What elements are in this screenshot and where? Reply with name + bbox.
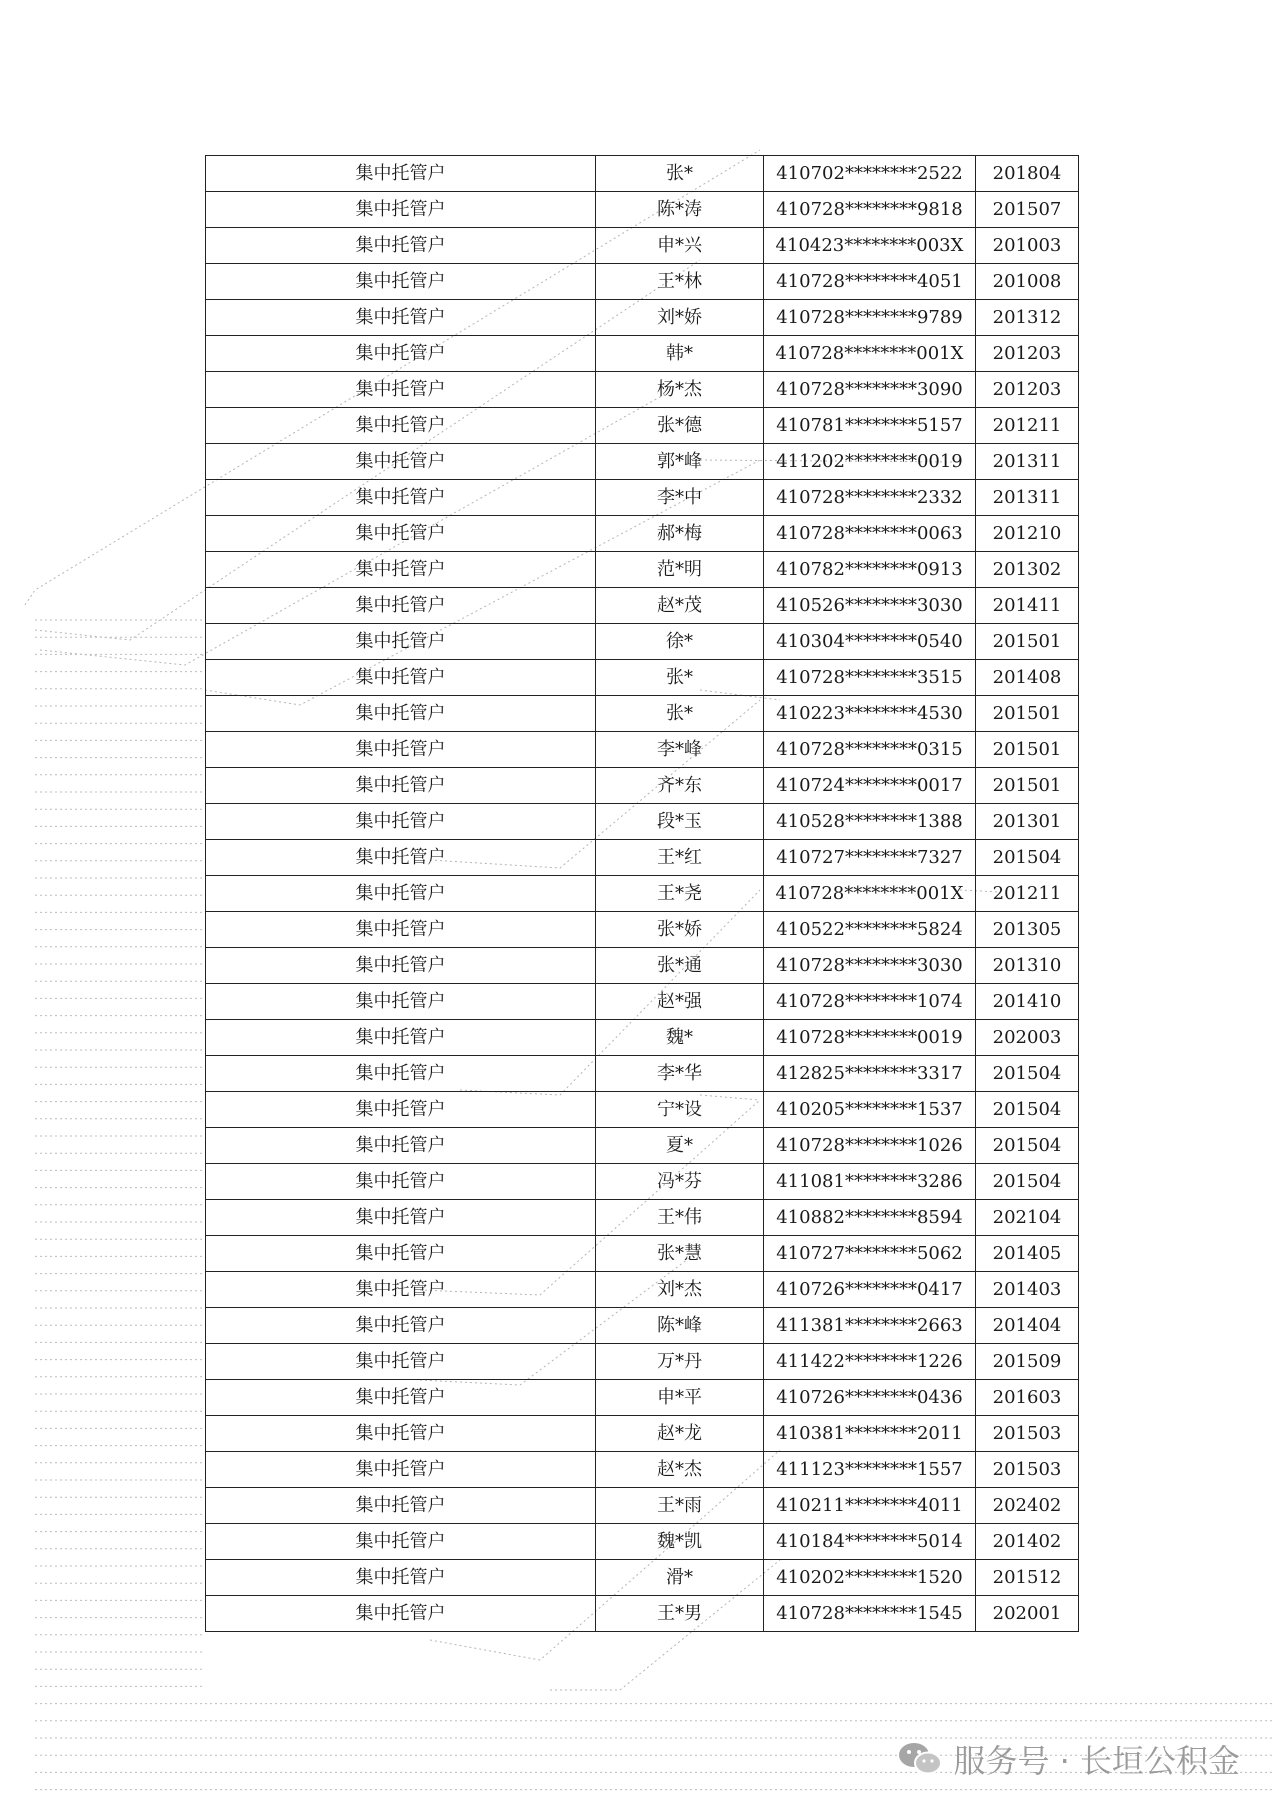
month-cell: 201003 [976, 228, 1079, 264]
table-row [206, 1596, 1079, 1632]
category-cell: 集中托管户 [206, 372, 596, 408]
table-row [206, 696, 1079, 732]
table-row [206, 1560, 1079, 1596]
id-number-cell: 410728********0019 [764, 1020, 976, 1056]
month-cell: 201405 [976, 1236, 1079, 1272]
category-cell: 集中托管户 [206, 552, 596, 588]
name-cell: 刘*杰 [596, 1272, 764, 1308]
name-cell: 张* [596, 156, 764, 192]
id-number-cell: 410526********3030 [764, 588, 976, 624]
name-cell: 王*林 [596, 264, 764, 300]
id-number-cell: 410726********0436 [764, 1380, 976, 1416]
month-cell: 201408 [976, 660, 1079, 696]
category-cell: 集中托管户 [206, 912, 596, 948]
month-cell: 201504 [976, 1092, 1079, 1128]
name-cell: 张*娇 [596, 912, 764, 948]
name-cell: 段*玉 [596, 804, 764, 840]
category-cell: 集中托管户 [206, 1092, 596, 1128]
month-cell: 201008 [976, 264, 1079, 300]
table-row [206, 840, 1079, 876]
name-cell: 齐*东 [596, 768, 764, 804]
id-number-cell: 410381********2011 [764, 1416, 976, 1452]
month-cell: 201504 [976, 1128, 1079, 1164]
id-number-cell: 410781********5157 [764, 408, 976, 444]
watermark-text: 服务号 · 长垣公积金 [953, 1742, 1240, 1780]
category-cell: 集中托管户 [206, 876, 596, 912]
id-number-cell: 410728********0063 [764, 516, 976, 552]
id-number-cell: 410728********2332 [764, 480, 976, 516]
category-cell: 集中托管户 [206, 336, 596, 372]
roster-body [206, 156, 1079, 1632]
id-number-cell: 410724********0017 [764, 768, 976, 804]
id-number-cell: 410727********5062 [764, 1236, 976, 1272]
id-number-cell: 410726********0417 [764, 1272, 976, 1308]
id-number-cell: 410223********4530 [764, 696, 976, 732]
month-cell: 201603 [976, 1380, 1079, 1416]
table-row [206, 1200, 1079, 1236]
name-cell: 申*平 [596, 1380, 764, 1416]
id-number-cell: 412825********3317 [764, 1056, 976, 1092]
name-cell: 赵*强 [596, 984, 764, 1020]
table-row [206, 1524, 1079, 1560]
table-row [206, 264, 1079, 300]
category-cell: 集中托管户 [206, 1308, 596, 1344]
category-cell: 集中托管户 [206, 408, 596, 444]
id-number-cell: 410528********1388 [764, 804, 976, 840]
name-cell: 杨*杰 [596, 372, 764, 408]
id-number-cell: 411202********0019 [764, 444, 976, 480]
table-row [206, 660, 1079, 696]
id-number-cell: 410728********3030 [764, 948, 976, 984]
category-cell: 集中托管户 [206, 840, 596, 876]
table-row [206, 336, 1079, 372]
category-cell: 集中托管户 [206, 984, 596, 1020]
name-cell: 王*男 [596, 1596, 764, 1632]
name-cell: 徐* [596, 624, 764, 660]
id-number-cell: 410728********001X [764, 876, 976, 912]
month-cell: 201203 [976, 372, 1079, 408]
name-cell: 滑* [596, 1560, 764, 1596]
name-cell: 陈*峰 [596, 1308, 764, 1344]
table-row [206, 1128, 1079, 1164]
month-cell: 202003 [976, 1020, 1079, 1056]
month-cell: 201211 [976, 408, 1079, 444]
table-row [206, 1380, 1079, 1416]
table-row [206, 1236, 1079, 1272]
table-row [206, 1308, 1079, 1344]
id-number-cell: 410728********1074 [764, 984, 976, 1020]
month-cell: 201503 [976, 1452, 1079, 1488]
month-cell: 201302 [976, 552, 1079, 588]
category-cell: 集中托管户 [206, 768, 596, 804]
category-cell: 集中托管户 [206, 480, 596, 516]
table-row [206, 588, 1079, 624]
category-cell: 集中托管户 [206, 192, 596, 228]
name-cell: 李*华 [596, 1056, 764, 1092]
table-row [206, 768, 1079, 804]
category-cell: 集中托管户 [206, 300, 596, 336]
name-cell: 王*伟 [596, 1200, 764, 1236]
category-cell: 集中托管户 [206, 228, 596, 264]
id-number-cell: 410205********1537 [764, 1092, 976, 1128]
name-cell: 李*峰 [596, 732, 764, 768]
name-cell: 魏*凯 [596, 1524, 764, 1560]
name-cell: 韩* [596, 336, 764, 372]
name-cell: 陈*涛 [596, 192, 764, 228]
table-row [206, 1056, 1079, 1092]
category-cell: 集中托管户 [206, 1272, 596, 1308]
id-number-cell: 410728********1545 [764, 1596, 976, 1632]
name-cell: 张* [596, 660, 764, 696]
table-row [206, 1344, 1079, 1380]
category-cell: 集中托管户 [206, 1344, 596, 1380]
month-cell: 201509 [976, 1344, 1079, 1380]
table-row [206, 1272, 1079, 1308]
month-cell: 201404 [976, 1308, 1079, 1344]
name-cell: 夏* [596, 1128, 764, 1164]
month-cell: 201410 [976, 984, 1079, 1020]
name-cell: 刘*娇 [596, 300, 764, 336]
id-number-cell: 410211********4011 [764, 1488, 976, 1524]
category-cell: 集中托管户 [206, 732, 596, 768]
month-cell: 201501 [976, 696, 1079, 732]
month-cell: 201504 [976, 840, 1079, 876]
id-number-cell: 410782********0913 [764, 552, 976, 588]
name-cell: 范*明 [596, 552, 764, 588]
table-row [206, 804, 1079, 840]
table-row [206, 372, 1079, 408]
id-number-cell: 410728********0315 [764, 732, 976, 768]
name-cell: 赵*龙 [596, 1416, 764, 1452]
month-cell: 201804 [976, 156, 1079, 192]
name-cell: 冯*芬 [596, 1164, 764, 1200]
id-number-cell: 410727********7327 [764, 840, 976, 876]
id-number-cell: 410522********5824 [764, 912, 976, 948]
id-number-cell: 411123********1557 [764, 1452, 976, 1488]
wechat-icon [897, 1740, 943, 1778]
table-row [206, 624, 1079, 660]
table-row [206, 876, 1079, 912]
month-cell: 201504 [976, 1164, 1079, 1200]
table-row [206, 912, 1079, 948]
month-cell: 201503 [976, 1416, 1079, 1452]
category-cell: 集中托管户 [206, 948, 596, 984]
category-cell: 集中托管户 [206, 1020, 596, 1056]
id-number-cell: 410304********0540 [764, 624, 976, 660]
month-cell: 201411 [976, 588, 1079, 624]
month-cell: 201310 [976, 948, 1079, 984]
category-cell: 集中托管户 [206, 660, 596, 696]
month-cell: 201512 [976, 1560, 1079, 1596]
name-cell: 张*德 [596, 408, 764, 444]
table-row [206, 480, 1079, 516]
category-cell: 集中托管户 [206, 1236, 596, 1272]
category-cell: 集中托管户 [206, 1380, 596, 1416]
month-cell: 201507 [976, 192, 1079, 228]
category-cell: 集中托管户 [206, 516, 596, 552]
table-row [206, 300, 1079, 336]
table-row [206, 552, 1079, 588]
table-row [206, 1488, 1079, 1524]
month-cell: 201210 [976, 516, 1079, 552]
name-cell: 张*通 [596, 948, 764, 984]
table-row [206, 948, 1079, 984]
name-cell: 郭*峰 [596, 444, 764, 480]
table-row [206, 228, 1079, 264]
table-row [206, 408, 1079, 444]
month-cell: 201305 [976, 912, 1079, 948]
name-cell: 王*雨 [596, 1488, 764, 1524]
category-cell: 集中托管户 [206, 1056, 596, 1092]
month-cell: 201203 [976, 336, 1079, 372]
table-row [206, 1092, 1079, 1128]
id-number-cell: 410184********5014 [764, 1524, 976, 1560]
month-cell: 201311 [976, 480, 1079, 516]
id-number-cell: 410882********8594 [764, 1200, 976, 1236]
month-cell: 201501 [976, 624, 1079, 660]
name-cell: 魏* [596, 1020, 764, 1056]
id-number-cell: 410728********1026 [764, 1128, 976, 1164]
table-row [206, 732, 1079, 768]
id-number-cell: 411381********2663 [764, 1308, 976, 1344]
category-cell: 集中托管户 [206, 1416, 596, 1452]
month-cell: 201311 [976, 444, 1079, 480]
name-cell: 王*红 [596, 840, 764, 876]
id-number-cell: 410423********003X [764, 228, 976, 264]
id-number-cell: 410202********1520 [764, 1560, 976, 1596]
table-row [206, 984, 1079, 1020]
id-number-cell: 411081********3286 [764, 1164, 976, 1200]
watermark [897, 1736, 1240, 1782]
name-cell: 李*中 [596, 480, 764, 516]
category-cell: 集中托管户 [206, 1524, 596, 1560]
month-cell: 201501 [976, 768, 1079, 804]
month-cell: 201402 [976, 1524, 1079, 1560]
table-row [206, 516, 1079, 552]
name-cell: 张*慧 [596, 1236, 764, 1272]
category-cell: 集中托管户 [206, 1452, 596, 1488]
name-cell: 宁*设 [596, 1092, 764, 1128]
id-number-cell: 410728********3090 [764, 372, 976, 408]
category-cell: 集中托管户 [206, 624, 596, 660]
name-cell: 王*尧 [596, 876, 764, 912]
name-cell: 张* [596, 696, 764, 732]
id-number-cell: 410728********9789 [764, 300, 976, 336]
id-number-cell: 411422********1226 [764, 1344, 976, 1380]
month-cell: 201504 [976, 1056, 1079, 1092]
name-cell: 郝*梅 [596, 516, 764, 552]
category-cell: 集中托管户 [206, 1560, 596, 1596]
id-number-cell: 410728********4051 [764, 264, 976, 300]
table-row [206, 156, 1079, 192]
category-cell: 集中托管户 [206, 1164, 596, 1200]
name-cell: 申*兴 [596, 228, 764, 264]
month-cell: 201301 [976, 804, 1079, 840]
roster-table [205, 155, 1079, 1632]
month-cell: 202104 [976, 1200, 1079, 1236]
name-cell: 赵*杰 [596, 1452, 764, 1488]
category-cell: 集中托管户 [206, 444, 596, 480]
table-row [206, 1416, 1079, 1452]
month-cell: 201403 [976, 1272, 1079, 1308]
month-cell: 202001 [976, 1596, 1079, 1632]
table-row [206, 444, 1079, 480]
table-row [206, 192, 1079, 228]
category-cell: 集中托管户 [206, 1488, 596, 1524]
id-number-cell: 410702********2522 [764, 156, 976, 192]
month-cell: 201501 [976, 732, 1079, 768]
table-row [206, 1020, 1079, 1056]
category-cell: 集中托管户 [206, 1596, 596, 1632]
category-cell: 集中托管户 [206, 1128, 596, 1164]
category-cell: 集中托管户 [206, 696, 596, 732]
category-cell: 集中托管户 [206, 588, 596, 624]
category-cell: 集中托管户 [206, 156, 596, 192]
id-number-cell: 410728********001X [764, 336, 976, 372]
month-cell: 201211 [976, 876, 1079, 912]
name-cell: 赵*茂 [596, 588, 764, 624]
table-row [206, 1452, 1079, 1488]
id-number-cell: 410728********3515 [764, 660, 976, 696]
id-number-cell: 410728********9818 [764, 192, 976, 228]
category-cell: 集中托管户 [206, 264, 596, 300]
month-cell: 202402 [976, 1488, 1079, 1524]
category-cell: 集中托管户 [206, 1200, 596, 1236]
category-cell: 集中托管户 [206, 804, 596, 840]
table-row [206, 1164, 1079, 1200]
month-cell: 201312 [976, 300, 1079, 336]
name-cell: 万*丹 [596, 1344, 764, 1380]
